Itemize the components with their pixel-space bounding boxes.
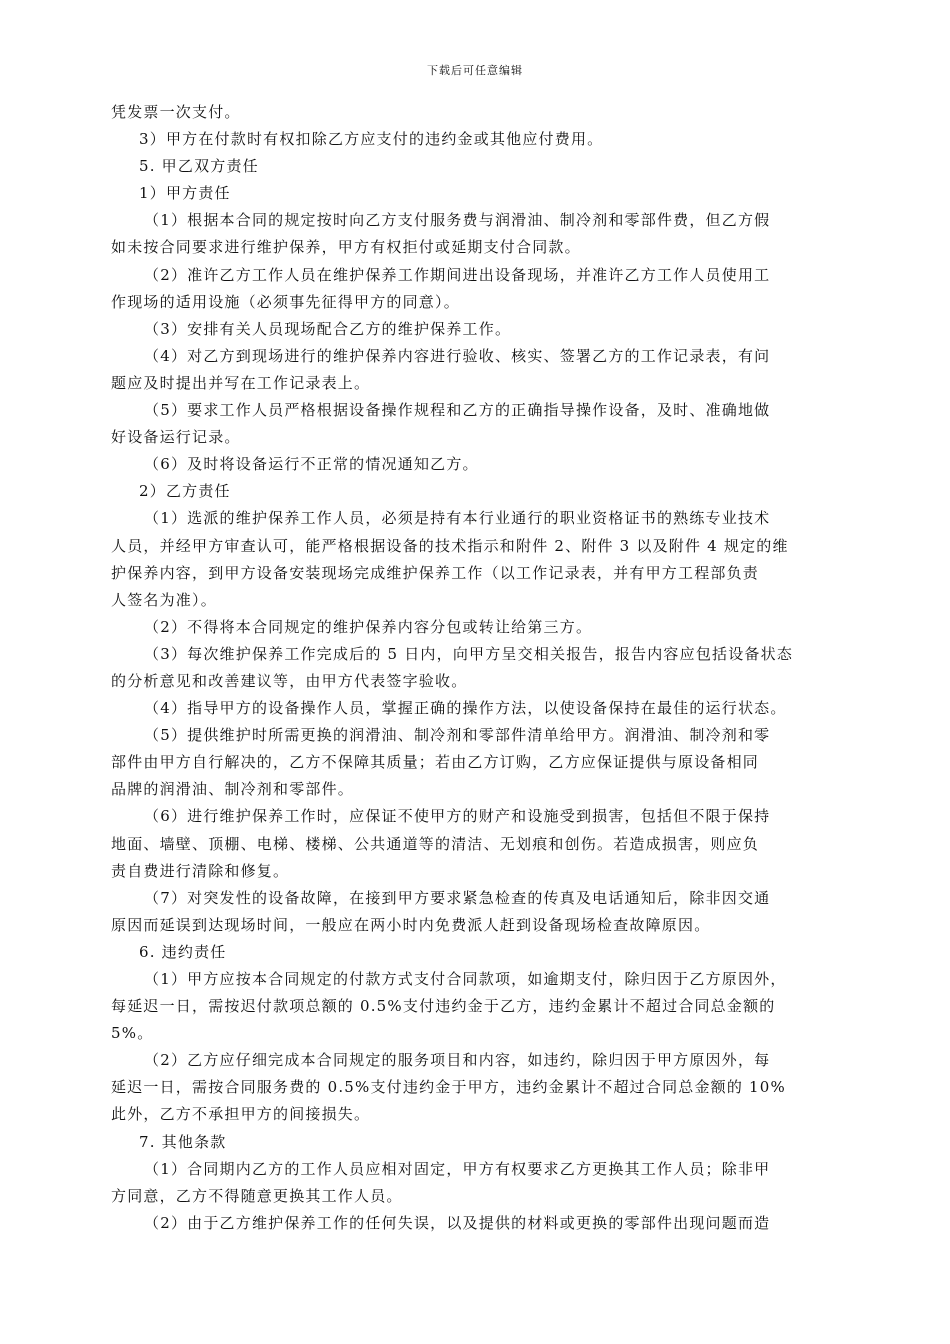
page-header: 下载后可任意编辑 [427,64,523,77]
text-line: （6）进行维护保养工作时，应保证不使甲方的财产和设施受到损害，包括但不限于保持 [144,807,771,826]
text-line: 5%。 [111,1024,154,1043]
text-line: 7. 其他条款 [139,1132,227,1151]
text-line: 地面、墙壁、顶棚、电梯、楼梯、公共通道等的清洁、无划痕和创伤。若造成损害，则应负 [111,834,760,853]
text-line: （1）甲方应按本合同规定的付款方式支付合同款项，如逾期支付，除归因于乙方原因外， [144,970,787,988]
text-line: 每延迟一日，需按迟付款项总额的 0.5%支付违约金于乙方，违约金累计不超过合同总金额的 [111,997,776,1016]
text-line: （2）乙方应仔细完成本合同规定的服务项目和内容，如违约，除归因于甲方原因外，每 [144,1051,771,1070]
text-line: （3）每次维护保养工作完成后的 5 日内，向甲方呈交相关报告，报告内容应包括设备状态 [144,644,794,663]
text-line: 题应及时提出并写在工作记录表上。 [111,373,371,392]
text-line: 人签名为准）。 [111,590,217,609]
document-body [111,99,839,1237]
text-line: （1）选派的维护保养工作人员，必须是持有本行业通行的职业资格证书的熟练专业技术 [144,509,771,528]
text-line: （2）准许乙方工作人员在维护保养工作期间进出设备现场，并准许乙方工作人员使用工 [144,265,771,284]
text-line: 1）甲方责任 [139,184,231,203]
text-line: （2）不得将本合同规定的维护保养内容分包或转让给第三方。 [144,617,593,636]
text-line: 此外，乙方不承担甲方的间接损失。 [111,1105,371,1124]
text-line: 延迟一日，需按合同服务费的 0.5%支付违约金于甲方，违约金累计不超过合同总金额的 10% [111,1078,786,1097]
text-line: （4）对乙方到现场进行的维护保养内容进行验收、核实、签署乙方的工作记录表，有问 [144,346,771,365]
text-line: （7）对突发性的设备故障，在接到甲方要求紧急检查的传真及电话通知后，除非因交通 [144,888,771,907]
text-line: 5. 甲乙双方责任 [139,157,259,176]
text-line: 2）乙方责任 [139,482,231,501]
text-line: 如未按合同要求进行维护保养，甲方有权拒付或延期支付合同款。 [111,238,581,257]
text-line: 原因而延误到达现场时间，一般应在两小时内免费派人赶到设备现场检查故障原因。 [111,915,711,934]
text-line: （1）根据本合同的规定按时向乙方支付服务费与润滑油、制冷剂和零部件费，但乙方假 [144,211,771,230]
text-line: （5）要求工作人员严格根据设备操作规程和乙方的正确指导操作设备，及时、准确地做 [144,401,771,420]
text-line: （6）及时将设备运行不正常的情况通知乙方。 [144,455,479,474]
text-line: 责自费进行清除和修复。 [111,861,290,880]
text-line: 3）甲方在付款时有权扣除乙方应支付的违约金或其他应付费用。 [139,130,604,149]
text-line: （2）由于乙方维护保养工作的任何失误，以及提供的材料或更换的零部件出现问题而造 [144,1213,771,1232]
text-line: 护保养内容，到甲方设备安装现场完成维护保养工作（以工作记录表，并有甲方工程部负责 [111,563,760,582]
text-line: 好设备运行记录。 [111,428,241,447]
text-line: 6. 违约责任 [139,942,227,961]
text-line: 人员，并经甲方审查认可，能严格根据设备的技术指示和附件 2、附件 3 以及附件 4 规定的维 [111,536,789,555]
text-line: 的分析意见和改善建议等，由甲方代表签字验收。 [111,671,468,690]
text-line: 部件由甲方自行解决的，乙方不保障其质量；若由乙方订购，乙方应保证提供与原设备相同 [111,753,760,772]
text-line: 方同意，乙方不得随意更换其工作人员。 [111,1186,403,1205]
text-line: （3）安排有关人员现场配合乙方的维护保养工作。 [144,319,512,338]
text-line: （1）合同期内乙方的工作人员应相对固定，甲方有权要求乙方更换其工作人员；除非甲 [144,1159,771,1178]
text-line: 凭发票一次支付。 [111,103,241,121]
text-line: 作现场的适用设施（必须事先征得甲方的同意）。 [111,292,460,311]
text-line: 品牌的润滑油、制冷剂和零部件。 [111,780,355,799]
text-line: （4）指导甲方的设备操作人员，掌握正确的操作方法，以使设备保持在最佳的运行状态。 [144,699,787,718]
text-line: （5）提供维护时所需更换的润滑油、制冷剂和零部件清单给甲方。润滑油、制冷剂和零 [144,726,771,745]
